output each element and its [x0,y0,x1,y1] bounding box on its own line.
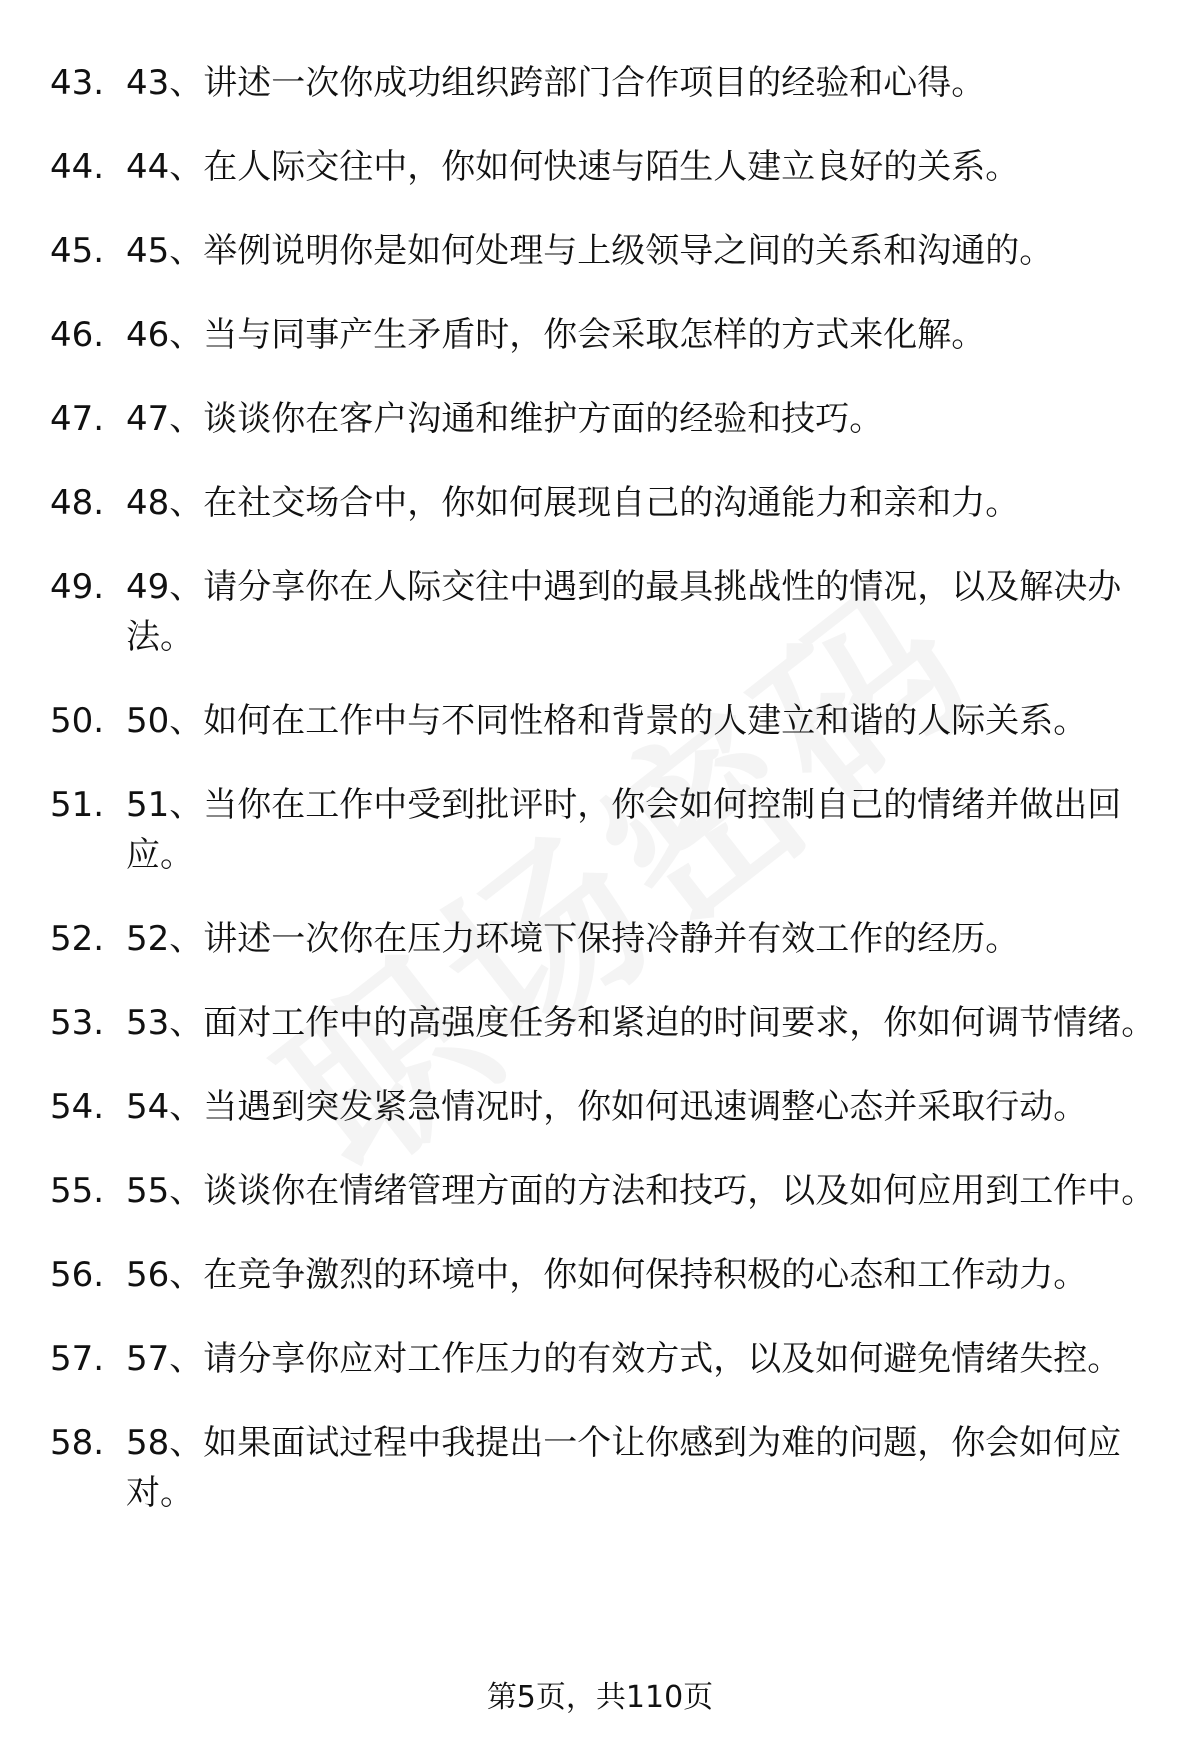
item-number: 44. [50,147,105,187]
item-text: 48、在社交场合中，你如何展现自己的沟通能力和亲和力。 [126,483,1020,523]
item-text: 58、如果面试过程中我提出一个让你感到为难的问题，你会如何应对。 [126,1423,1122,1513]
item-number: 55. [50,1171,105,1211]
list-item [50,1250,1160,1300]
item-number: 48. [50,483,105,523]
list-item [50,1166,1160,1216]
item-number: 51. [50,785,105,825]
item-text: 45、举例说明你是如何处理与上级领导之间的关系和沟通的。 [126,231,1054,271]
item-text: 47、谈谈你在客户沟通和维护方面的经验和技巧。 [126,399,884,439]
list-item [50,226,1160,276]
item-text: 53、面对工作中的高强度任务和紧迫的时间要求，你如何调节情绪。 [126,1003,1156,1043]
item-text: 43、讲述一次你成功组织跨部门合作项目的经验和心得。 [126,63,986,103]
item-number: 52. [50,919,105,959]
list-item [50,142,1160,192]
list-item [50,914,1160,964]
item-text: 44、在人际交往中，你如何快速与陌生人建立良好的关系。 [126,147,1020,187]
item-number: 43. [50,63,105,103]
item-number: 49. [50,567,105,607]
list-item [50,696,1160,746]
item-number: 54. [50,1087,105,1127]
page-footer: 第5页，共110页 [486,1680,714,1715]
item-number: 57. [50,1339,105,1379]
list-item [50,562,1160,662]
item-number: 46. [50,315,105,355]
item-number: 56. [50,1255,105,1295]
item-number: 47. [50,399,105,439]
list-item [50,58,1160,108]
list-item [50,998,1160,1048]
item-text: 50、如何在工作中与不同性格和背景的人建立和谐的人际关系。 [126,701,1088,741]
item-number: 53. [50,1003,105,1043]
item-number: 45. [50,231,105,271]
list-item [50,1334,1160,1384]
item-text: 51、当你在工作中受到批评时，你会如何控制自己的情绪并做出回应。 [126,785,1122,875]
list-item [50,394,1160,444]
list-item [50,780,1160,880]
item-text: 46、当与同事产生矛盾时，你会采取怎样的方式来化解。 [126,315,986,355]
item-number: 50. [50,701,105,741]
list-item [50,1418,1160,1518]
item-text: 56、在竞争激烈的环境中，你如何保持积极的心态和工作动力。 [126,1255,1088,1295]
item-text: 54、当遇到突发紧急情况时，你如何迅速调整心态并采取行动。 [126,1087,1088,1127]
list-item [50,1082,1160,1132]
item-text: 49、请分享你在人际交往中遇到的最具挑战性的情况，以及解决办法。 [126,567,1122,657]
item-text: 57、请分享你应对工作压力的有效方式，以及如何避免情绪失控。 [126,1339,1122,1379]
item-text: 52、讲述一次你在压力环境下保持冷静并有效工作的经历。 [126,919,1020,959]
list-item [50,478,1160,528]
item-text: 55、谈谈你在情绪管理方面的方法和技巧，以及如何应用到工作中。 [126,1171,1156,1211]
item-number: 58. [50,1423,105,1463]
list-item [50,310,1160,360]
question-list [50,58,1160,1552]
